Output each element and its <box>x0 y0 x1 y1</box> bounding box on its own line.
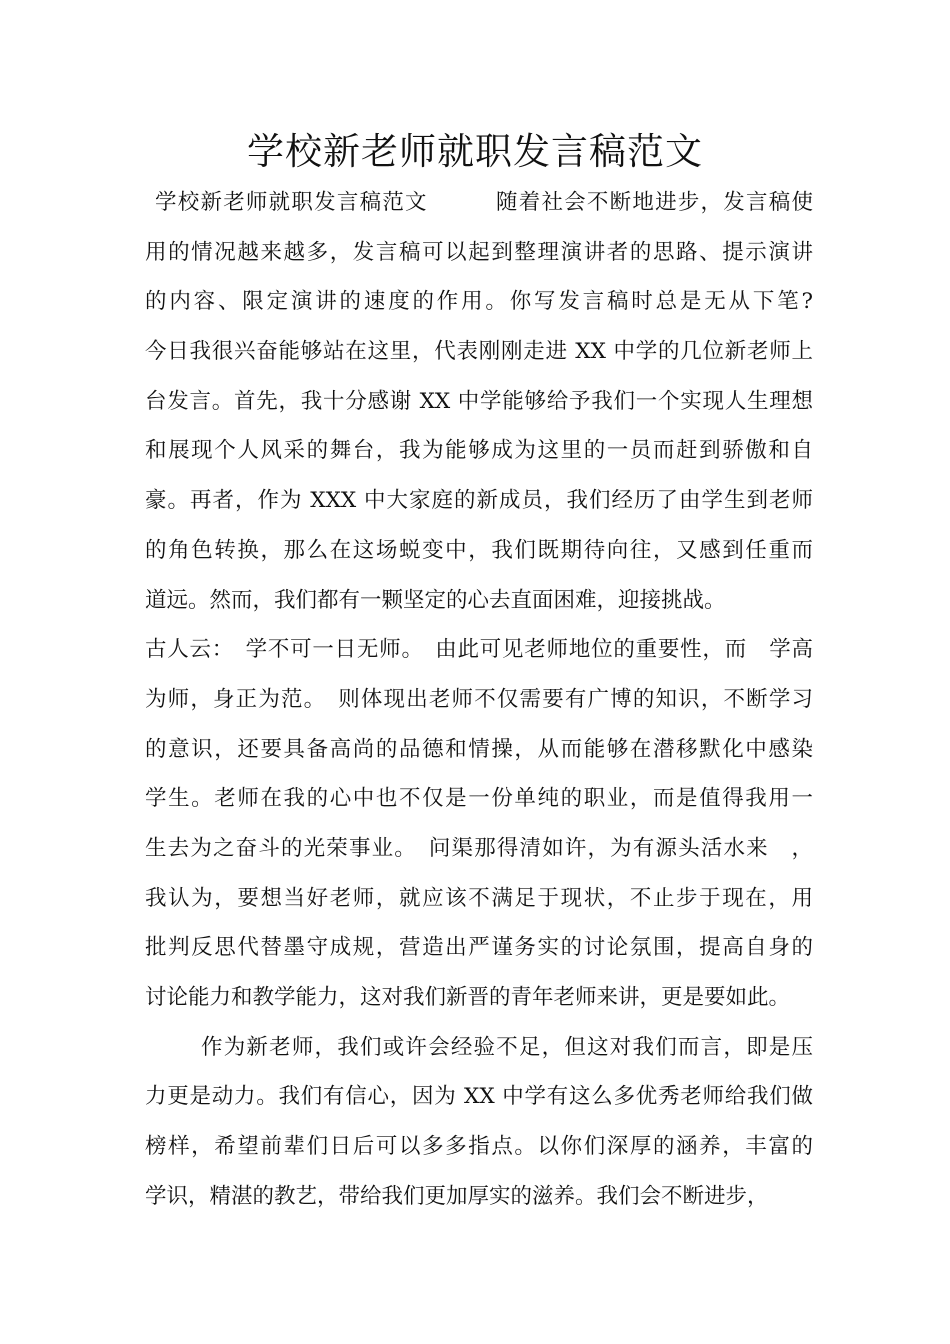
body-line: 批判反思代替墨守成规，营造出严谨务实的讨论氛围，提高自身的 <box>145 935 813 961</box>
body-line: 学生。老师在我的心中也不仅是一份单纯的职业，而是值得我用一 <box>145 786 813 812</box>
body-line: 的意识，还要具备高尚的品德和情操，从而能够在潜移默化中感染 <box>145 736 813 762</box>
body-line: 作为新老师，我们或许会经验不足，但这对我们而言，即是压 <box>201 1034 813 1060</box>
body-line: 今日我很兴奋能够站在这里，代表刚刚走进 XX 中学的几位新老师上 <box>145 339 813 365</box>
body-line: 生去为之奋斗的光荣事业。 问渠那得清如许，为有源头活水来 ， <box>145 835 813 861</box>
body-line: 的角色转换，那么在这场蜕变中，我们既期待向往，又感到任重而 <box>145 537 813 563</box>
body-line: 和展现个人风采的舞台，我为能够成为这里的一员而赶到骄傲和自 <box>145 438 813 464</box>
body-line: 力更是动力。我们有信心，因为 XX 中学有这么多优秀老师给我们做 <box>145 1084 813 1110</box>
body-line: 为师，身正为范。 则体现出老师不仅需要有广博的知识，不断学习 <box>145 686 813 712</box>
body-line: 用的情况越来越多，发言稿可以起到整理演讲者的思路、提示演讲 <box>145 239 813 265</box>
body-line: 我认为，要想当好老师，就应该不满足于现状，不止步于现在，用 <box>145 885 813 911</box>
document-body <box>145 178 813 1221</box>
body-line: 的内容、限定演讲的速度的作用。你写发言稿时总是无从下笔? <box>145 289 813 315</box>
body-line: 古人云： 学不可一日无师。 由此可见老师地位的重要性，而 学高 <box>145 637 813 663</box>
body-line: 学识，精湛的教艺，带给我们更加厚实的滋养。我们会不断进步， <box>145 1183 769 1209</box>
body-line: 道远。然而，我们都有一颗坚定的心去直面困难，迎接挑战。 <box>145 587 726 613</box>
body-line: 学校新老师就职发言稿范文 随着社会不断地进步，发言稿使 <box>155 190 813 215</box>
body-line: 讨论能力和教学能力，这对我们新晋的青年老师来讲，更是要如此。 <box>145 985 791 1010</box>
body-line: 台发言。首先，我十分感谢 XX 中学能够给予我们一个实现人生理想 <box>145 388 813 414</box>
body-line: 豪。再者，作为 XXX 中大家庭的新成员，我们经历了由学生到老师 <box>145 488 813 514</box>
body-line: 榜样，希望前辈们日后可以多多指点。以你们深厚的涵养，丰富的 <box>145 1134 813 1160</box>
document-title: 学校新老师就职发言稿范文 <box>247 130 703 173</box>
